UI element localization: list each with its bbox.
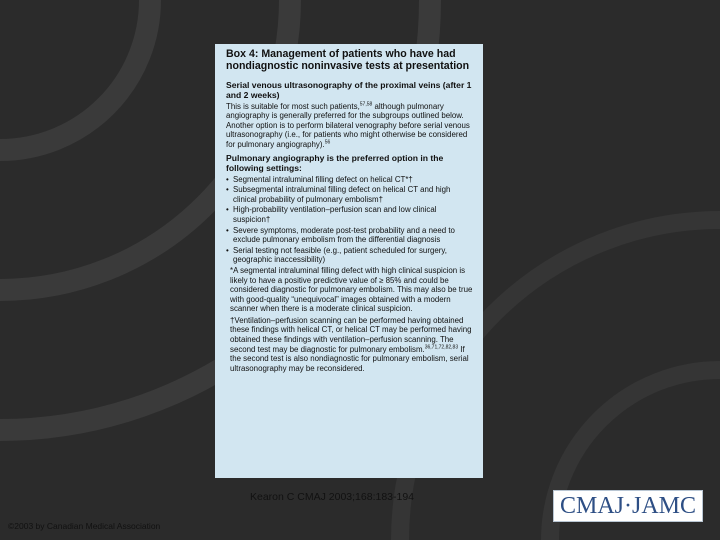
footnote-ventilation: †Ventilation–perfusion scanning can be performed having obtained these findings with helical CT, or helical CT may be performed having obtained these findings with ventilation–perfusion scanning. The second test may be diagnostic for pulmonary embolism.$^{36,71,72,82,83}$ If the second test is also nondiagnostic for pulmonary embolism, serial ultrasonography may be reconsidered. bbox=[230, 315, 472, 373]
footnote-segmental: *A segmental intraluminal filling defect with high clinical suspicion is likely to have a positive predictive value of ≥ 85% and could be considered diagnostic for pulmonary embolism. This may also be true with good-quality “unequivocal” images obtained with a modern scanner when there is a moderate clinical suspicion. bbox=[230, 265, 473, 314]
list-item: • Severe symptoms, moderate post-test probability and a need to exclude pulmonary embolism from the differential diagnosis bbox=[226, 226, 473, 245]
cmaj-jamc-logo: CMAJ·JAMC bbox=[553, 490, 703, 522]
angiography-heading: Pulmonary angiography is the preferred option in the following settings: bbox=[226, 152, 444, 173]
box-title: Box 4: Management of patients who have had nondiagnostic noninvasive tests at presentation bbox=[226, 48, 470, 72]
citation: Kearon C CMAJ 2003;168:183-194 bbox=[250, 491, 415, 503]
serial-ultrasonography-text: This is suitable for most such patients,$^{57,58}$ although pulmonary angiography is generally preferred for the subgroups outlined below. Another option is to perform bilateral venography before serial venous ultrasonography (i.e., for patients who might otherwise be considered for pulmonary angiography).$^{56}$ bbox=[226, 100, 470, 149]
reference-superscript: 57,58 bbox=[359, 100, 373, 107]
list-item: • Segmental intraluminal filling defect on helical CT*† bbox=[226, 175, 473, 185]
management-box bbox=[215, 44, 483, 478]
angiography-settings-list bbox=[226, 175, 473, 265]
reference-superscript: 56 bbox=[324, 139, 331, 146]
reference-superscript: 36,71,72,82,83 bbox=[424, 344, 459, 351]
list-item: • Serial testing not feasible (e.g., patient scheduled for surgery, geographic inaccessibility) bbox=[226, 246, 473, 265]
list-item: • Subsegmental intraluminal filling defect on helical CT and high clinical probability of pulmonary embolism† bbox=[226, 185, 473, 204]
serial-ultrasonography-heading: Serial venous ultrasonography of the proximal veins (after 1 and 2 weeks) bbox=[226, 79, 472, 100]
copyright-notice: ©2003 by Canadian Medical Association bbox=[8, 521, 161, 531]
list-item: • High-probability ventilation–perfusion scan and low clinical suspicion† bbox=[226, 205, 473, 224]
